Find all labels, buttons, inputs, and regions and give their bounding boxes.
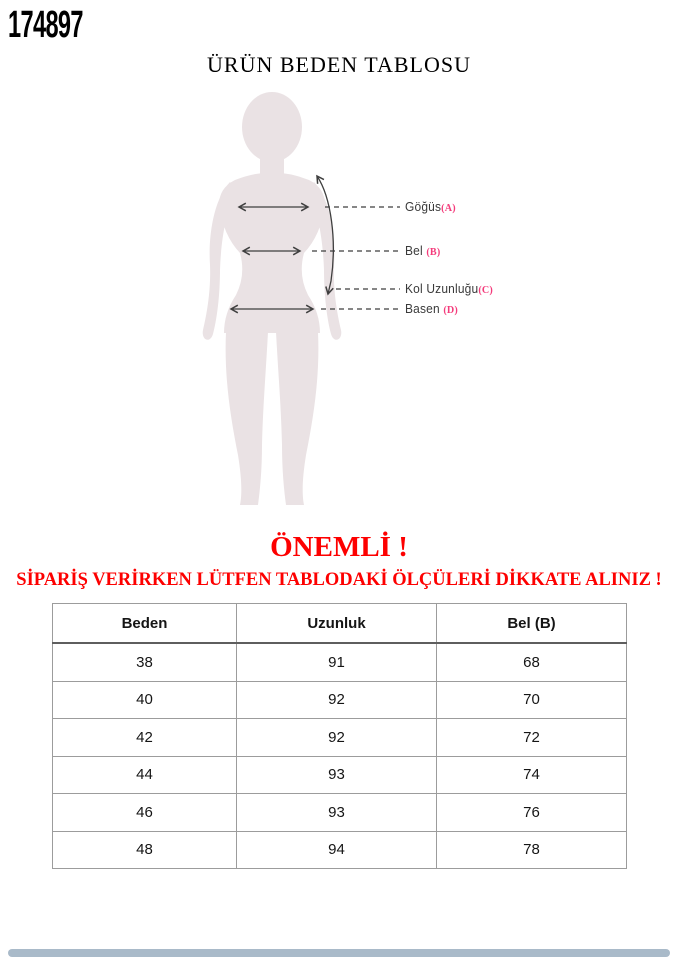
measurement-code: (B) bbox=[426, 246, 441, 258]
table-cell: 94 bbox=[237, 831, 437, 869]
table-cell: 42 bbox=[53, 719, 237, 757]
column-header-bel: Bel (B) bbox=[437, 604, 627, 644]
table-cell: 93 bbox=[237, 794, 437, 832]
measurement-label-chest bbox=[405, 199, 456, 214]
measurement-name: Kol Uzunluğu bbox=[405, 281, 479, 296]
size-table-body bbox=[53, 643, 627, 869]
body-measurement-figure bbox=[190, 85, 500, 515]
table-row bbox=[53, 643, 627, 681]
measurement-label-hip bbox=[405, 301, 458, 316]
table-cell: 92 bbox=[237, 681, 437, 719]
product-code: 174897 bbox=[8, 4, 83, 46]
table-row bbox=[53, 719, 627, 757]
table-cell: 40 bbox=[53, 681, 237, 719]
important-warning-text: SİPARİŞ VERİRKEN LÜTFEN TABLODAKİ ÖLÇÜLERİ DİKKATE ALINIZ ! bbox=[16, 570, 662, 590]
measurement-name: Göğüs bbox=[405, 199, 442, 214]
table-cell: 76 bbox=[437, 794, 627, 832]
measurement-label-waist bbox=[405, 243, 440, 258]
table-cell: 93 bbox=[237, 756, 437, 794]
table-cell: 74 bbox=[437, 756, 627, 794]
measurement-code: (C) bbox=[478, 284, 493, 296]
female-silhouette-diagram bbox=[190, 85, 500, 515]
female-silhouette bbox=[203, 92, 342, 505]
table-cell: 78 bbox=[437, 831, 627, 869]
table-row bbox=[53, 681, 627, 719]
measurement-label-arm-length bbox=[405, 281, 493, 296]
size-table-header-row bbox=[53, 604, 627, 644]
table-cell: 68 bbox=[437, 643, 627, 681]
table-row bbox=[53, 831, 627, 869]
table-row bbox=[53, 794, 627, 832]
horizontal-scrollbar[interactable] bbox=[8, 949, 670, 957]
size-table bbox=[52, 603, 627, 869]
measurement-name: Bel bbox=[405, 243, 427, 258]
column-header-uzunluk: Uzunluk bbox=[237, 604, 437, 644]
table-row bbox=[53, 756, 627, 794]
table-cell: 92 bbox=[237, 719, 437, 757]
column-header-beden: Beden bbox=[53, 604, 237, 644]
table-cell: 70 bbox=[437, 681, 627, 719]
table-cell: 48 bbox=[53, 831, 237, 869]
page-title: ÜRÜN BEDEN TABLOSU bbox=[207, 52, 471, 77]
table-cell: 38 bbox=[53, 643, 237, 681]
measurement-name: Basen bbox=[405, 301, 444, 316]
table-cell: 91 bbox=[237, 643, 437, 681]
table-cell: 44 bbox=[53, 756, 237, 794]
table-cell: 46 bbox=[53, 794, 237, 832]
table-cell: 72 bbox=[437, 719, 627, 757]
measurement-code: (A) bbox=[441, 202, 456, 214]
important-heading: ÖNEMLİ ! bbox=[270, 531, 408, 563]
measurement-code: (D) bbox=[443, 304, 458, 316]
